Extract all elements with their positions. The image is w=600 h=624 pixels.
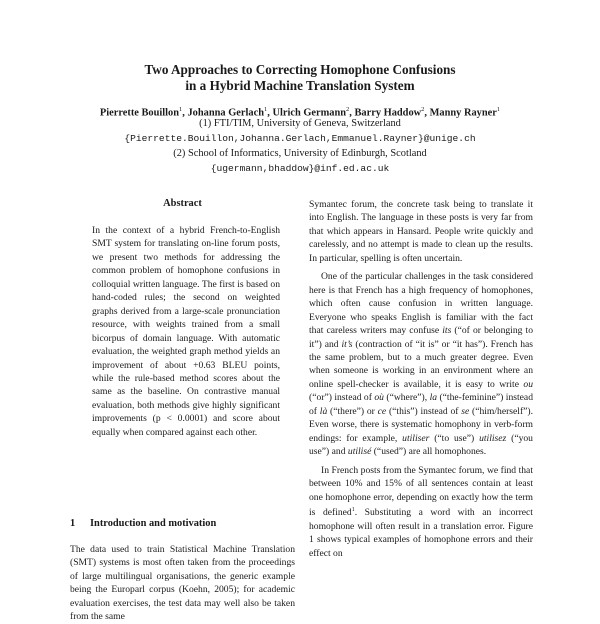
title-line-1: Two Approaches to Correcting Homophone Confusions [144,62,456,77]
author-name: Barry Haddow [354,107,422,119]
section-number: 1 [70,518,76,529]
section-heading [70,518,295,529]
author-affiliation-mark: 1 [179,106,183,113]
abstract-text: In the context of a hybrid French-to-English SMT system for translating on-line forum posts, we present two methods for addressing the common problem of homophone confusions in colloquial written language. The first is based on hand-coded rules; the second on weighted graphs derived from a large-scale pronunciation resource, with weights trained from a small bicorpus of domain language. With automatic evaluation, the weighted graph method yields an improvement of about +0.63 BLEU points, while the rule-based method scores about the same as the baseline. On contrastive manual evaluation, both methods give highly significant improvements (p < 0.0001) and score about equally when compared against each other. [92,225,280,438]
author-affiliation-mark: 2 [421,106,425,113]
title-line-2: in a Hybrid Machine Translation System [185,78,415,93]
author-affiliation-mark: 1 [263,106,268,113]
author-name: Ulrich Germann [272,107,347,119]
author-name: Johanna Gerlach [187,107,264,119]
paragraph-error-rate: In French posts from the Symantec forum, we find that between 10% and 15% of all sentences contain at least one homophone error, depending on exactly how the term is defined$^1$. Substituting a word with an incorrect homophone will often result in a translation error. Figure 1 shows typical examples of homophone errors and their effect on [309,464,533,559]
right-column [309,198,533,560]
section-title: Introduction and motivation [90,518,217,529]
footnote-mark: 1 [351,506,355,513]
intro-paragraph-left: The data used to train Statistical Machine Translation (SMT) systems is most often taken from the proceedings of large multilingual organisations, the generic example being the Europarl corpus (Koehn, 2005); for academic evaluation exercises, the test data may well also be taken from the same [70,544,295,623]
abstract-heading: Abstract [163,198,202,209]
paper-title [0,62,600,94]
author-affiliation-mark: 2 [346,106,350,113]
affiliation-1: (1) FTI/TIM, University of Geneva, Switzerland [199,118,401,129]
author-name: Manny Rayner [429,107,497,119]
author-name: Pierrette Bouillon [99,107,180,119]
paragraph-forum: Symantec forum, the concrete task being to translate it into English. The language in these posts is very far from that which appears in Hansard. People write quickly and carelessly, and no attempt is made to clean up the results. In particular, spelling is often uncertain. [309,199,533,264]
paragraph-homophones: One of the particular challenges in the task considered here is that French has a high frequency of homophones, which often cause confusion in written language. Everyone who speaks English is familiar with the fact that careless writers may confuse its (“of or belonging to it”) and it’s (contraction of “it is” or “it has”). French has the same problem, but to a much greater degree. Even when someone is working in an environment where an online spell-checker is available, it is easy to write ou (“or”) instead of où (“where”), la (“the-feminine”) instead of là (“there”) or ce (“this”) instead of se (“him/herself”). Even worse, there is systematic homophony in verb-form endings: for example, utiliser (“to use”) utilisez (“you use”) and utilisé (“used”) are all homophones. [309,271,534,458]
affiliation-2: (2) School of Informatics, University of Edinburgh, Scotland [173,148,427,159]
email-1: {Pierrette.Bouillon,Johanna.Gerlach,Emmanuel.Rayner}@unige.ch [124,133,476,144]
author-list: Pierrette Bouillon$^1$, Johanna Gerlach$^1$, Ulrich Germann$^2$, Barry Haddow$^2$, Manny Rayner$^1$ [99,106,501,119]
author-affiliation-mark: 1 [496,106,501,113]
email-2: {ugermann,bhaddow}@inf.ed.ac.uk [210,163,390,174]
